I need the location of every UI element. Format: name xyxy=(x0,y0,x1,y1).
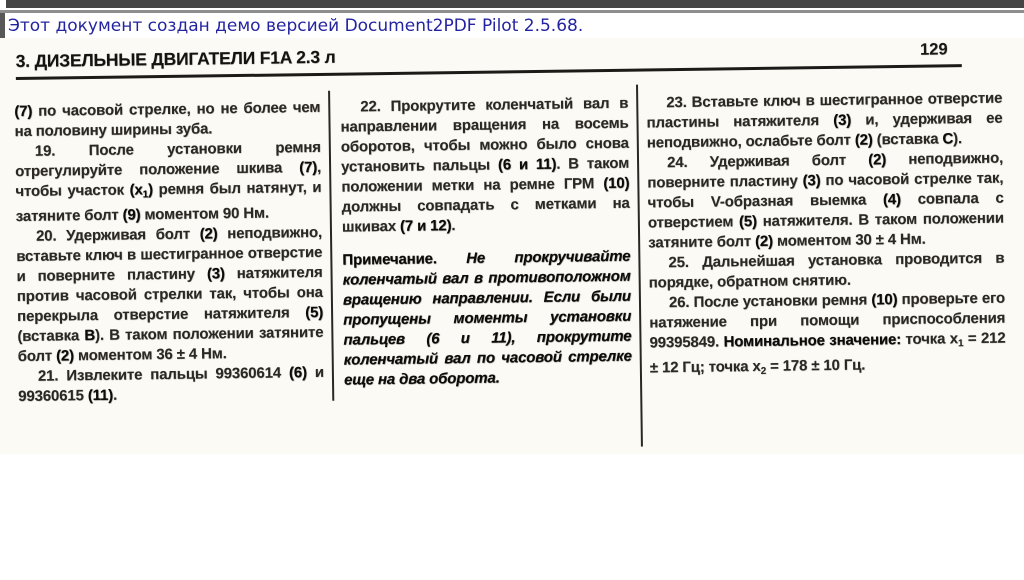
text-segment: точка x xyxy=(900,330,959,349)
text-segment: (10) xyxy=(871,291,898,309)
text-segment: (7) xyxy=(14,102,33,121)
text-segment: (6 и 11) xyxy=(497,155,557,174)
text-segment: (3) xyxy=(833,111,852,129)
text-segment: 21. Извлеките пальцы 99360614 xyxy=(37,364,290,385)
text-segment: (2) xyxy=(854,131,873,149)
text-segment: (5) xyxy=(738,212,757,231)
text-segment: неподвижно, поверните пластину xyxy=(647,149,1004,192)
text-segment: совпала с отверстием xyxy=(647,189,1004,232)
page-number: 129 xyxy=(919,40,948,59)
text-column-2 xyxy=(340,94,632,403)
text-segment: натяжителя против часовой стрелки так, чтобы она перекрыла отверстие натяжителя xyxy=(16,263,323,326)
scan-content xyxy=(0,24,1024,454)
text-segment: , чтобы участок xyxy=(15,158,322,201)
paragraph xyxy=(647,149,1004,254)
text-segment: по часовой стрелке так, чтобы V-образная выемка xyxy=(647,169,1004,212)
text-segment: (3) xyxy=(206,265,225,283)
text-segment: (6) xyxy=(288,364,307,382)
paragraph xyxy=(340,94,630,238)
text-segment: и 99360615 xyxy=(18,363,325,406)
paragraph xyxy=(649,289,1006,384)
text-columns xyxy=(14,88,1024,407)
text-segment: моментом 30 ± 4 Нм. xyxy=(772,230,926,250)
text-segment: 1 xyxy=(957,338,964,350)
text-segment: . xyxy=(112,386,118,404)
text-segment: (2) xyxy=(55,347,75,365)
text-segment: ремня был натянут, и затяните болт xyxy=(15,178,322,226)
text-segment: Не прокручивайте коленчатый вал в противоположном вращению направлении. Если были пропущены моменты установки пальцев (6 и 11), прокрутите коленчатый вал по часовой стрелке еще на два оборота. xyxy=(342,247,632,389)
text-segment: (5) xyxy=(305,303,324,322)
text-segment: (x xyxy=(129,181,143,199)
text-segment: натяжителя. В таком положении затяните болт xyxy=(648,209,1004,252)
text-column-1 xyxy=(14,98,324,407)
text-segment: моментом 90 Нм. xyxy=(140,204,270,224)
text-segment: Примечание. xyxy=(342,250,437,269)
text-segment: по часовой стрелке, но не более чем на половину ширины зуба. xyxy=(14,98,321,141)
page-header xyxy=(15,38,961,80)
text-segment: ) xyxy=(147,181,153,199)
text-segment: (11) xyxy=(87,386,114,405)
text-segment: 19. После установки ремня отрегулируйте положение шкива xyxy=(15,138,321,181)
text-segment: (4) xyxy=(882,191,901,209)
text-segment: неподвижно, вставьте ключ в шестигранное отверстие и поверните пластину xyxy=(16,223,323,286)
text-segment: . В таком положении метки на ремне ГРМ xyxy=(341,154,630,196)
text-segment: 24. Удерживая болт xyxy=(666,151,869,172)
paragraph xyxy=(15,138,322,227)
paragraph xyxy=(646,89,1003,154)
text-segment: (3) xyxy=(802,172,821,190)
text-segment: 2 xyxy=(760,365,767,377)
text-segment: = 212 ± 12 Гц; точка x xyxy=(649,329,1006,377)
text-segment: (2) xyxy=(754,232,774,251)
text-segment: должны совпадать с метками на шкивах xyxy=(341,194,630,236)
text-segment: моментом 36 ± 4 Нм. xyxy=(73,345,227,365)
text-segment: ). В таком положении затяните болт xyxy=(17,323,324,366)
text-segment: 20. Удерживая болт xyxy=(35,225,200,245)
text-segment: (вставка xyxy=(17,327,85,346)
text-segment: (7) xyxy=(299,158,318,177)
text-segment: (10) xyxy=(603,174,630,193)
text-segment: 26. После установки ремня xyxy=(668,291,872,312)
paragraph xyxy=(18,363,325,407)
text-segment: (2) xyxy=(199,225,218,243)
text-segment xyxy=(437,250,467,267)
text-segment: (9) xyxy=(122,206,141,224)
text-segment: 22. Прокрутите коленчатый вал в направлении вращения на восемь оборотов, чтобы можно было снова установить пальцы xyxy=(340,94,629,176)
text-segment: Номинальное значение: xyxy=(723,331,902,351)
text-segment: . xyxy=(451,217,456,235)
text-column-3 xyxy=(646,89,1006,399)
text-segment: проверьте его натяжение при помощи приспособления 99395849. xyxy=(649,289,1006,352)
text-segment: (7 и 12) xyxy=(399,217,452,235)
text-segment: 1 xyxy=(142,189,149,201)
paragraph xyxy=(648,249,1005,294)
text-segment: 25. Дальнейшая установка проводится в порядке, обратном снятию. xyxy=(648,249,1005,292)
text-segment: = 178 ± 10 Гц. xyxy=(765,356,866,375)
text-segment: и, удерживая ее неподвижно, ослабьте болт xyxy=(646,109,1003,152)
text-segment: B xyxy=(84,327,96,345)
paragraph xyxy=(14,98,321,142)
text-segment: (вставка xyxy=(872,130,943,149)
demo-watermark-text: Этот документ создан демо версией Document2PDF Pilot 2.5.68. xyxy=(8,16,584,36)
note-paragraph xyxy=(342,247,632,391)
window-top-edge xyxy=(6,0,1024,8)
section-title: 3. ДИЗЕЛЬНЫЕ ДВИГАТЕЛИ F1A 2.3 л xyxy=(15,46,336,72)
text-segment: C xyxy=(942,130,954,148)
paragraph xyxy=(16,223,324,367)
text-segment: 23. Вставьте ключ в шестигранное отверстие пластины натяжителя xyxy=(646,89,1003,132)
text-segment: (2) xyxy=(868,151,887,169)
text-segment: ). xyxy=(953,130,963,148)
scanned-page xyxy=(0,38,1024,454)
